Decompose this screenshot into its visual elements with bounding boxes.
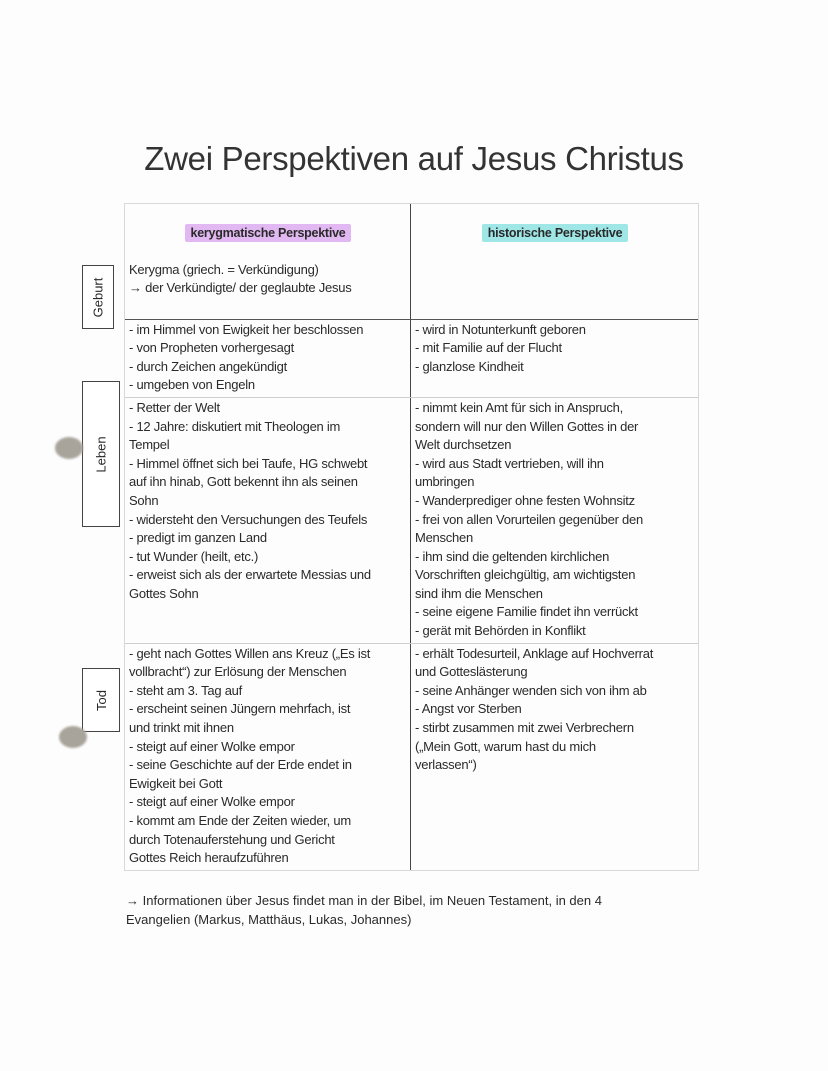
header-historical bbox=[411, 204, 698, 319]
side-label-geburt bbox=[82, 265, 114, 329]
footer-note: → Informationen über Jesus findet man in der Bibel, im Neuen Testament, in den 4 Evangelien (Markus, Matthäus, Lukas, Johannes) bbox=[126, 892, 602, 927]
side-label-tod bbox=[82, 668, 120, 732]
leben-historical: - nimmt kein Amt für sich in Anspruch, sondern will nur den Willen Gottes in der Welt durchsetzen - wird aus Stadt vertrieben, will ihn umbringen - Wanderprediger ohne festen Wohnsitz - frei von allen Vorurteilen gegenüber den Menschen - ihm sind die geltenden kirchlichen Vorschriften gleichgültig, am wichtigsten sind ihm die Menschen - seine eigene Familie findet ihn verrückt - gerät mit Behörden in Konflikt bbox=[415, 399, 643, 639]
document-body bbox=[124, 203, 724, 929]
punch-hole-mark bbox=[55, 437, 83, 459]
punch-hole-mark bbox=[59, 726, 87, 748]
row-geburt bbox=[125, 319, 698, 397]
leben-label: Leben bbox=[93, 435, 109, 473]
tod-historical: - erhält Todesurteil, Anklage auf Hochverrat und Gotteslästerung - seine Anhänger wenden sich von ihm ab - Angst vor Sterben - stirbt zusammen mit zwei Verbrechern („Mein Gott, warum hast du mich verlassen“) bbox=[415, 645, 654, 773]
page-title: Zwei Perspektiven auf Jesus Christus bbox=[144, 140, 684, 177]
tod-label: Tod bbox=[93, 689, 109, 711]
geburt-kerygmatic: - im Himmel von Ewigkeit her beschlossen - von Propheten vorhergesagt - durch Zeichen angekündigt - umgeben von Engeln bbox=[125, 320, 411, 397]
comparison-table bbox=[124, 203, 699, 871]
kerygmatic-heading: kerygmatische Perspektive bbox=[185, 224, 352, 243]
geburt-label: Geburt bbox=[90, 277, 106, 317]
tod-kerygmatic: - geht nach Gottes Willen ans Kreuz („Es ist vollbracht“) zur Erlösung der Menschen - steht am 3. Tag auf - erscheint seinen Jüngern mehrfach, ist und trinkt mit ihnen - steigt auf einer Wolke empor - seine Geschichte auf der Erde endet in Ewigkeit bei Gott - steigt auf einer Wolke empor - kommt am Ende der Zeiten wieder, um durch Totenauferstehung und Gericht Gottes Reich heraufzuführen bbox=[125, 644, 411, 870]
header-kerygmatic bbox=[125, 204, 411, 319]
kerygmatic-subtitle: Kerygma (griech. = Verkündigung) → der Verkündigte/ der geglaubte Jesus bbox=[129, 261, 352, 296]
leben-kerygmatic: - Retter der Welt - 12 Jahre: diskutiert mit Theologen im Tempel - Himmel öffnet sich bei Taufe, HG schwebt auf ihn hinab, Gott bekennt ihn als seinen Sohn - widersteht den Versuchungen des Teufels - predigt im ganzen Land - tut Wunder (heilt, etc.) - erweist sich als der erwartete Messias und Gottes Sohn bbox=[125, 398, 411, 643]
historical-heading: historische Perspektive bbox=[482, 224, 629, 243]
side-label-leben bbox=[82, 381, 120, 527]
header-row bbox=[125, 204, 698, 319]
row-leben bbox=[125, 397, 698, 643]
geburt-historical: - wird in Notunterkunft geboren - mit Familie auf der Flucht - glanzlose Kindheit bbox=[415, 321, 586, 374]
row-tod bbox=[125, 643, 698, 870]
